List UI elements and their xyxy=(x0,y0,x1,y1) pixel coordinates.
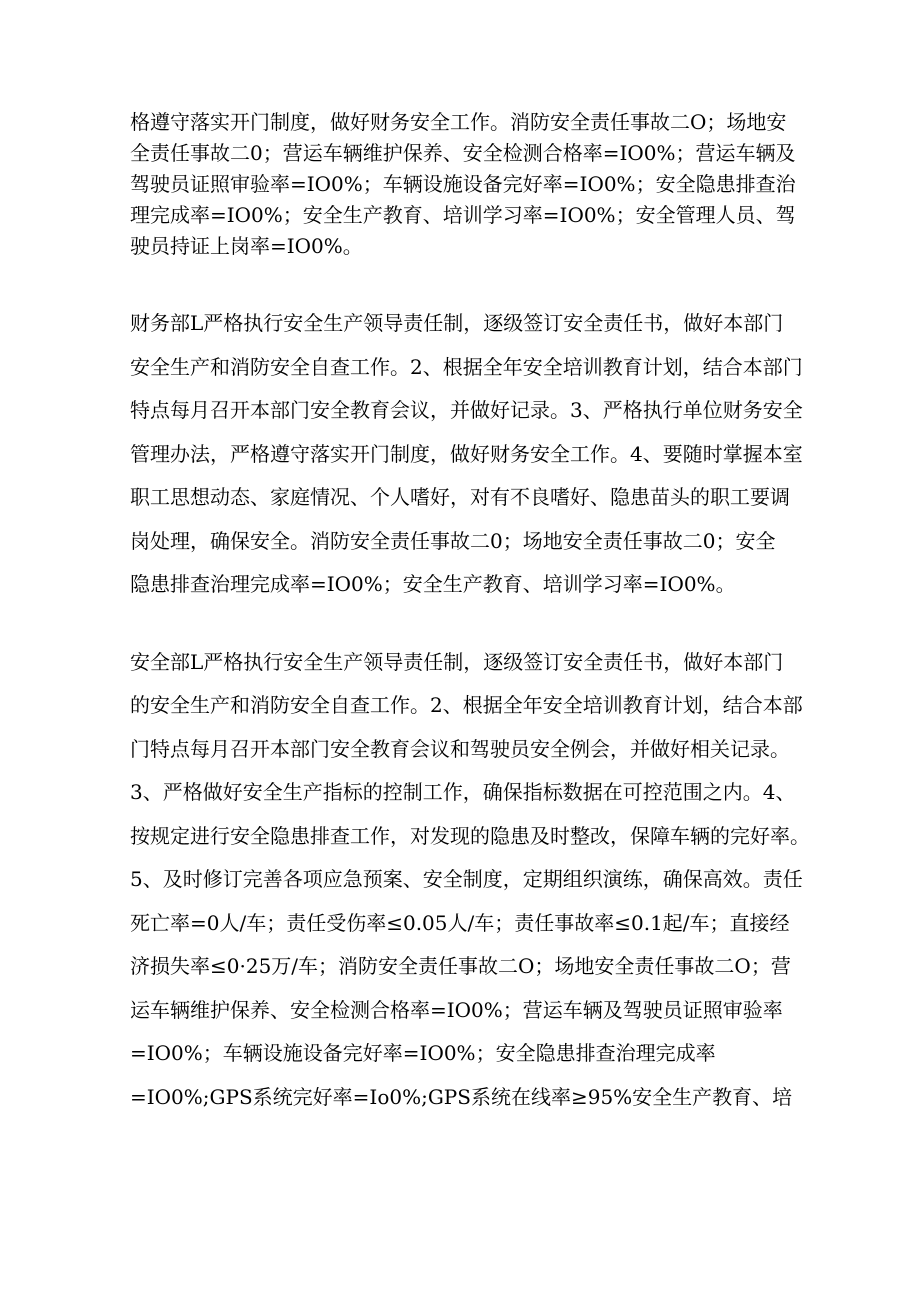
text-line: 3、严格做好安全生产指标的控制工作，确保指标数据在可控范围之内。4、 xyxy=(130,780,796,804)
paragraph-spacer xyxy=(130,262,810,302)
text-line: 驾驶员证照审验率=IO0%；车辆设施设备完好率=IO0%；安全隐患排查治 xyxy=(130,172,796,196)
text-line: 安全部L严格执行安全生产领导责任制，逐级签订安全责任书，做好本部门 xyxy=(130,649,784,674)
text-line: 格遵守落实开门制度，做好财务安全工作。消防安全责任事故二O；场地安 xyxy=(130,110,787,134)
text-line: 运车辆维护保养、安全检测合格率=IO0%；营运车辆及驾驶员证照审验率 xyxy=(130,997,783,1022)
text-line: 5、及时修订完善各项应急预案、安全制度，定期组织演练，确保高效。责任 xyxy=(130,867,803,891)
text-line: 死亡率=0人/车；责任受伤率≤0.05人/车；责任事故率≤0.1起/车；直接经 xyxy=(130,910,790,935)
text-line: 济损失率≤0·25万/车；消防安全责任事故二O；场地安全责任事故二O；营 xyxy=(130,954,791,978)
text-line: 安全生产和消防安全自查工作。2、根据全年安全培训教育计划，结合本部门 xyxy=(130,354,803,379)
paragraph-intro-continuation xyxy=(130,107,810,262)
text-line: 财务部L严格执行安全生产领导责任制，逐级签订安全责任书，做好本部门 xyxy=(130,311,784,335)
text-line: 的安全生产和消防安全自查工作。2、根据全年安全培训教育计划，结合本部 xyxy=(130,693,803,717)
text-line: 门特点每月召开本部门安全教育会议和驾驶员安全例会，并做好相关记录。 xyxy=(130,736,790,761)
text-line: 管理办法，严格遵守落实开门制度，做好财务安全工作。4、要随时掌握本室 xyxy=(130,441,803,466)
document-page xyxy=(130,107,810,1119)
text-line: 特点每月召开本部门安全教育会议，并做好记录。3、严格执行单位财务安全 xyxy=(130,398,803,422)
text-line: 按规定进行安全隐患排查工作，对发现的隐患及时整改，保障车辆的完好率。 xyxy=(130,823,810,848)
text-line: 职工思想动态、家庭情况、个人嗜好，对有不良嗜好、隐患苗头的职工要调 xyxy=(130,485,790,509)
text-line: 岗处理，确保安全。消防安全责任事故二0；场地安全责任事故二0；安全 xyxy=(130,528,776,553)
text-line: 理完成率=IO0%；安全生产教育、培训学习率=IO0%；安全管理人员、驾 xyxy=(130,203,796,227)
paragraph-safety-dept xyxy=(130,641,810,1120)
text-line: =IO0%;GPS系统完好率=Io0%;GPS系统在线率≥95%安全生产教育、培 xyxy=(130,1084,793,1109)
paragraph-finance-dept xyxy=(130,302,810,607)
text-line: 全责任事故二0；营运车辆维护保养、安全检测合格率=IO0%；营运车辆及 xyxy=(130,141,796,165)
text-line: 驶员持证上岗率=IO0%。 xyxy=(130,234,363,258)
paragraph-spacer xyxy=(130,607,810,641)
text-line: =IO0%；车辆设施设备完好率=IO0%；安全隐患排查治理完成率 xyxy=(130,1041,716,1065)
text-line: 隐患排查治理完成率=IO0%；安全生产教育、培训学习率=IO0%。 xyxy=(130,572,736,596)
